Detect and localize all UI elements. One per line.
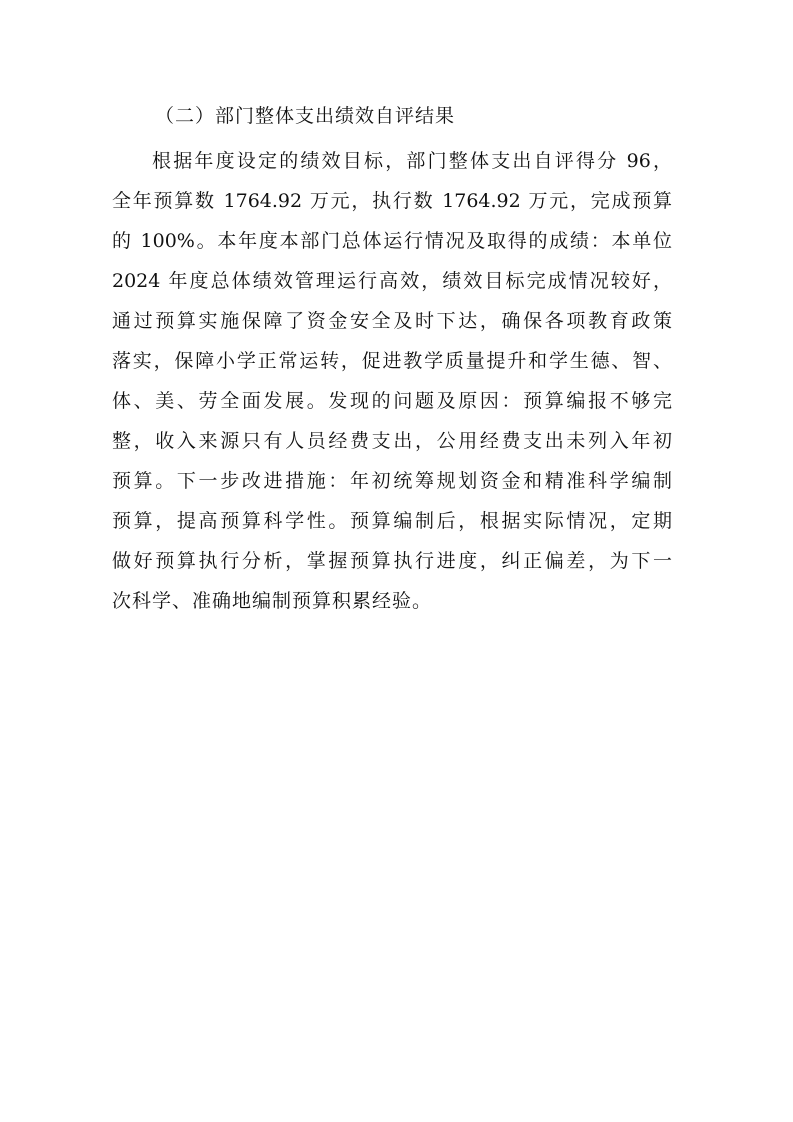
paragraph-line: 通过预算实施保障了资金安全及时下达，确保各项教育政策 (112, 310, 672, 332)
paragraph-line: 做好预算执行分析，掌握预算执行进度，纠正偏差，为下一 (112, 550, 672, 572)
paragraph-line: 2024 年度总体绩效管理运行高效，绩效目标完成情况较好， (112, 270, 672, 292)
paragraph-line: 的 100%。本年度本部门总体运行情况及取得的成绩：本单位 (112, 230, 672, 252)
paragraph-line: 全年预算数 1764.92 万元，执行数 1764.92 万元，完成预算 (112, 190, 672, 212)
paragraph-line: 预算，提高预算科学性。预算编制后，根据实际情况，定期 (112, 510, 672, 532)
paragraph-line: 体、美、劳全面发展。发现的问题及原因：预算编报不够完 (112, 390, 672, 412)
paragraph-line: 根据年度设定的绩效目标，部门整体支出自评得分 96， (152, 150, 672, 172)
paragraph-line: 预算。下一步改进措施：年初统筹规划资金和精准科学编制 (112, 470, 672, 492)
paragraph-line: 次科学、准确地编制预算积累经验。 (112, 590, 433, 612)
paragraph-line: 整，收入来源只有人员经费支出，公用经费支出未列入年初 (112, 430, 672, 452)
section-heading: （二）部门整体支出绩效自评结果 (155, 105, 456, 127)
paragraph-line: 落实，保障小学正常运转，促进教学质量提升和学生德、智、 (112, 350, 672, 372)
